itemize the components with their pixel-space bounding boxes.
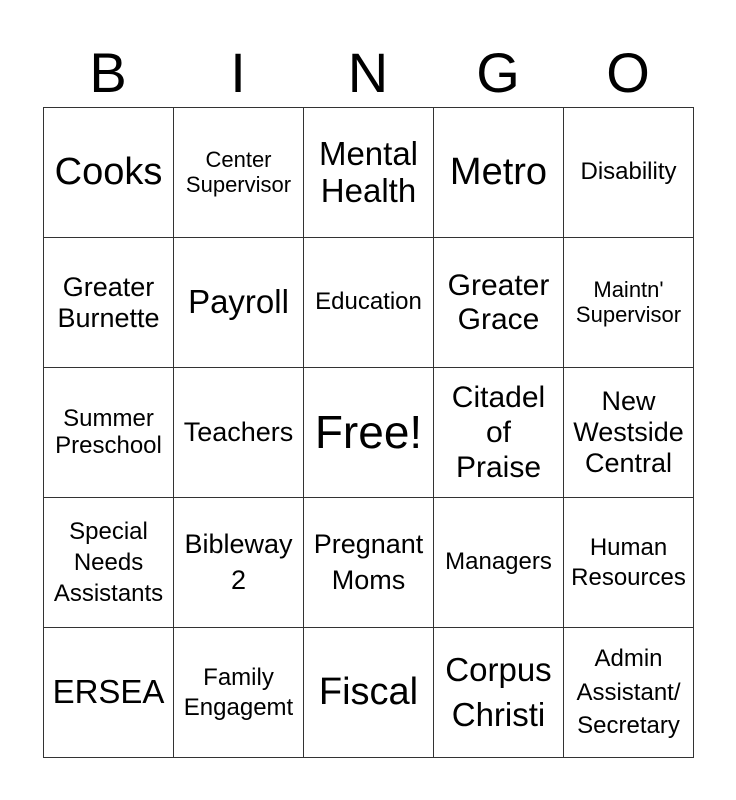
free-space-label: Free! bbox=[314, 405, 423, 458]
cell-label: Payroll bbox=[188, 283, 289, 321]
header-letter-g: G bbox=[476, 41, 520, 104]
bingo-cell-r5c3[interactable] bbox=[304, 628, 434, 758]
bingo-cell-r3c4[interactable] bbox=[434, 368, 564, 498]
header-letter-b: B bbox=[89, 41, 127, 104]
cell-label: Human Resources bbox=[571, 533, 686, 591]
bingo-cell-r4c5[interactable] bbox=[564, 498, 694, 628]
cell-label: Teachers bbox=[183, 417, 294, 448]
cell-label: Pregnant Moms bbox=[313, 529, 424, 595]
cell-label: Corpus Christi bbox=[445, 650, 552, 733]
bingo-cell-r4c4[interactable] bbox=[434, 498, 564, 628]
cell-label: Admin Assistant/ Secretary bbox=[576, 645, 681, 740]
bingo-header bbox=[43, 40, 693, 106]
cell-label: Maintn' Supervisor bbox=[575, 276, 682, 327]
bingo-cell-r4c2[interactable] bbox=[174, 498, 304, 628]
cell-label: Greater Burnette bbox=[57, 272, 160, 333]
bingo-cell-r4c1[interactable] bbox=[44, 498, 174, 628]
cell-label: Fiscal bbox=[318, 671, 419, 714]
bingo-cell-r1c3[interactable] bbox=[304, 108, 434, 238]
cell-label: Special Needs Assistants bbox=[53, 517, 164, 608]
cell-label: Disability bbox=[580, 158, 677, 186]
bingo-cell-r5c5[interactable] bbox=[564, 628, 694, 758]
bingo-cell-r5c1[interactable] bbox=[44, 628, 174, 758]
header-letter-n: N bbox=[347, 41, 389, 104]
cell-label: New Westside Central bbox=[573, 386, 684, 478]
bingo-cell-r3c2[interactable] bbox=[174, 368, 304, 498]
bingo-cell-r1c1[interactable] bbox=[44, 108, 174, 238]
cell-label: Cooks bbox=[54, 151, 163, 194]
cell-label: ERSEA bbox=[52, 673, 165, 711]
bingo-cell-r5c4[interactable] bbox=[434, 628, 564, 758]
bingo-cell-r3c3-free[interactable] bbox=[304, 368, 434, 498]
cell-label: Education bbox=[315, 288, 422, 316]
cell-label: Managers bbox=[445, 548, 552, 576]
bingo-cell-r5c2[interactable] bbox=[174, 628, 304, 758]
bingo-cell-r2c2[interactable] bbox=[174, 238, 304, 368]
bingo-cell-r3c1[interactable] bbox=[44, 368, 174, 498]
cell-label: Bibleway 2 bbox=[184, 529, 293, 595]
cell-label: Metro bbox=[449, 151, 548, 194]
cell-label: Center Supervisor bbox=[185, 146, 292, 197]
cell-label: Summer Preschool bbox=[55, 404, 162, 459]
bingo-cell-r2c1[interactable] bbox=[44, 238, 174, 368]
bingo-cell-r2c4[interactable] bbox=[434, 238, 564, 368]
bingo-cell-r2c5[interactable] bbox=[564, 238, 694, 368]
bingo-cell-r1c4[interactable] bbox=[434, 108, 564, 238]
cell-label: Greater Grace bbox=[447, 268, 550, 336]
cell-label: Mental Health bbox=[318, 134, 419, 209]
cell-label: Citadel of Praise bbox=[451, 380, 546, 485]
bingo-cell-r2c3[interactable] bbox=[304, 238, 434, 368]
bingo-cell-r1c5[interactable] bbox=[564, 108, 694, 238]
header-letter-o: O bbox=[606, 41, 650, 104]
bingo-cell-r1c2[interactable] bbox=[174, 108, 304, 238]
header-letter-i: I bbox=[230, 41, 246, 104]
bingo-cell-r3c5[interactable] bbox=[564, 368, 694, 498]
cell-label: Family Engagemt bbox=[183, 663, 294, 721]
bingo-cell-r4c3[interactable] bbox=[304, 498, 434, 628]
bingo-card-grid bbox=[43, 107, 694, 758]
